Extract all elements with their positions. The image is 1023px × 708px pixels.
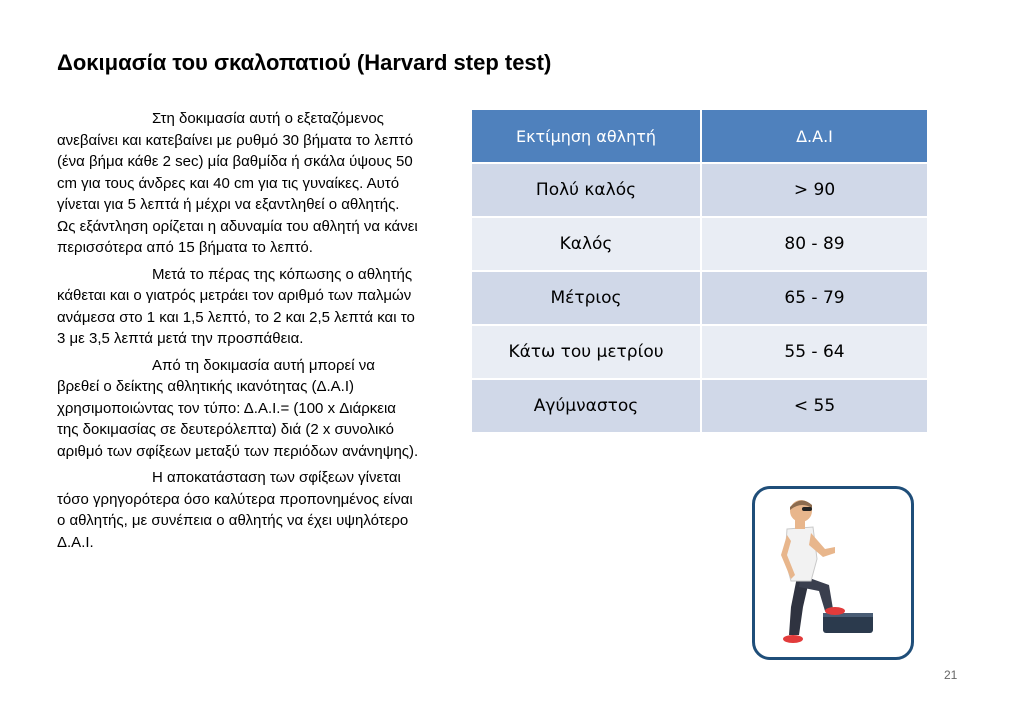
table-cell-dai: > 90 (701, 163, 927, 217)
table-row (472, 163, 927, 217)
header-dai: Δ.Α.Ι (701, 110, 927, 163)
table-cell-rating: Πολύ καλός (472, 163, 701, 217)
body-text (57, 108, 421, 558)
table-cell-dai: 80 - 89 (701, 217, 927, 271)
table-cell-rating: Αγύμναστος (472, 379, 701, 432)
slide-title: Δοκιμασία του σκαλοπατιού (Harvard step test) (57, 50, 552, 75)
page-number: 21 (944, 668, 958, 682)
paragraph-3: Από τη δοκιμασία αυτή μπορεί να βρεθεί ο δείκτης αθλητικής ικανότητας (Δ.Α.Ι) χρησιμοποιώντας τον τύπο: Δ.Α.Ι.= (100 x Διάρκεια της δοκιμασίας σε δευτερόλεπτα) διά (2 x συνολικό αριθμό των σφίξεων μεταξύ των περιόδων ανάνηψης). (57, 356, 419, 460)
table-cell-dai: 65 - 79 (701, 271, 927, 325)
table-row (472, 271, 927, 325)
paragraph-1: Στη δοκιμασία αυτή ο εξεταζόμενος ανεβαίνει και κατεβαίνει με ρυθμό 30 βήματα το λεπτό (ένα βήμα κάθε 2 sec) μία βαθμίδα ή σκάλα ύψους 50 cm για τους άνδρες και 40 cm για τις γυναίκες. Αυτό γίνεται για 5 λεπτά ή μέχρι να εξαντληθεί ο αθλητής. Ως εξάντληση ορίζεται η αδυναμία του αθλητή να κάνει περισσότερα από 15 βήματα το λεπτό. (57, 110, 418, 256)
paragraph-2: Μετά το πέρας της κόπωσης ο αθλητής κάθεται και ο γιατρός μετράει τον αριθμό των παλμών ανάμεσα στο 1 και 1,5 λεπτό, το 2 και 2,5 λεπτά και το 3 με 3,5 λεπτά μετά την προσπάθεια. (57, 265, 415, 347)
table-header-row (472, 110, 927, 163)
table-row (472, 217, 927, 271)
person-stepping-icon (755, 489, 911, 657)
table-cell-dai: < 55 (701, 379, 927, 432)
table-cell-rating: Καλός (472, 217, 701, 271)
table-row (472, 325, 927, 379)
table-row (472, 379, 927, 432)
rating-table (472, 110, 927, 432)
table-cell-rating: Κάτω του μετρίου (472, 325, 701, 379)
paragraph-4: Η αποκατάσταση των σφίξεων γίνεται τόσο γρηγορότερα όσο καλύτερα προπονημένος είναι ο αθλητής, με συνέπεια ο αθλητής να έχει υψηλότερο Δ.Α.Ι. (57, 469, 413, 551)
table-cell-rating: Μέτριος (472, 271, 701, 325)
header-athlete-rating: Εκτίμηση αθλητή (472, 110, 701, 163)
table-cell-dai: 55 - 64 (701, 325, 927, 379)
rating-table-container (472, 110, 927, 432)
step-test-illustration (752, 486, 914, 660)
